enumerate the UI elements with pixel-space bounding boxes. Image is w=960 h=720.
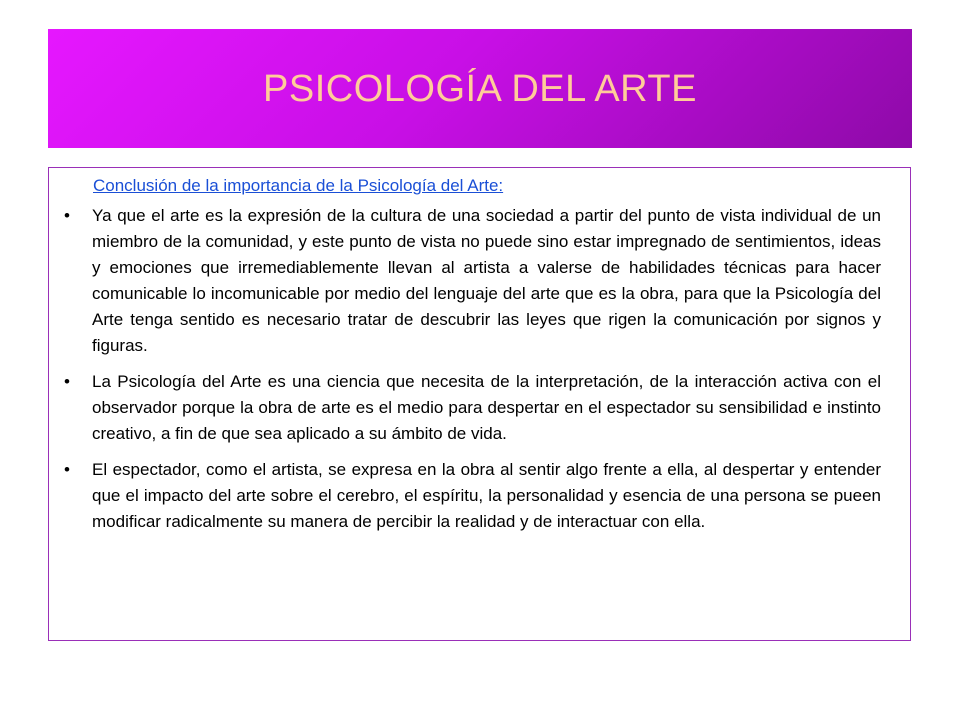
bullet-text: El espectador, como el artista, se expresa en la obra al sentir algo frente a ella, al despertar y entender que el impacto del arte sobre el cerebro, el espíritu, la personalidad y esencia de una persona se pueen modificar radicalmente su manera de percibir la realidad y de interactuar con ella. — [92, 460, 881, 531]
title-banner — [48, 29, 912, 148]
bullet-icon: • — [64, 206, 70, 225]
bullet-text: La Psicología del Arte es una ciencia que necesita de la interpretación, de la interacción activa con el observador porque la obra de arte es el medio para despertar en el espectador su sensibilidad e instinto creativo, a fin de que sea aplicado a su ámbito de vida. — [92, 372, 881, 443]
bullet-item — [61, 457, 881, 535]
bullet-item — [61, 369, 881, 447]
conclusion-heading-link[interactable]: Conclusión de la importancia de la Psicología del Arte: — [93, 176, 504, 195]
bullet-icon: • — [64, 372, 70, 391]
slide-title: PSICOLOGÍA DEL ARTE — [263, 68, 697, 110]
content-box — [48, 167, 911, 641]
bullet-item — [61, 203, 881, 359]
bullet-icon: • — [64, 460, 70, 479]
bullet-list — [61, 203, 881, 545]
bullet-text: Ya que el arte es la expresión de la cultura de una sociedad a partir del punto de vista individual de un miembro de la comunidad, y este punto de vista no puede sino estar impregnado de sentimientos, ideas y emociones que irremediablemente llevan al artista a valerse de habilidades técnicas para hacer comunicable lo incomunicable por medio del lenguaje del arte que es la obra, para que la Psicología del Arte tenga sentido es necesario tratar de descubrir las leyes que rigen la comunicación por signos y figuras. — [92, 206, 881, 355]
